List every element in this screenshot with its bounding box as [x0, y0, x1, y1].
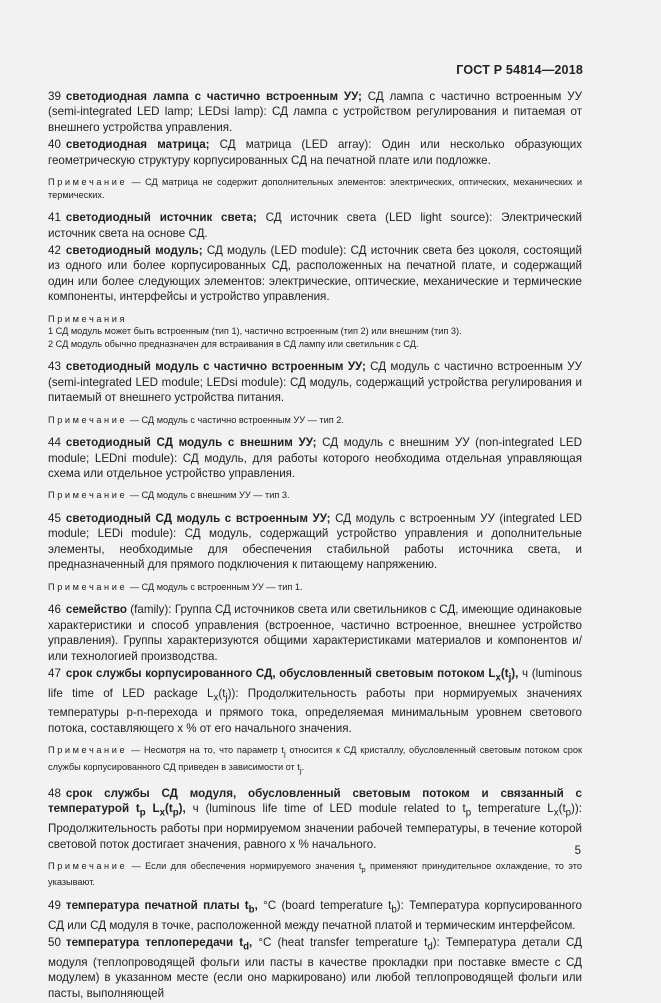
entry-term: светодиодный СД модуль с внешним УУ; — [65, 436, 317, 450]
entry-term: светодиодный источник света; — [65, 211, 257, 225]
entry-term: светодиодный СД модуль с встроенным УУ; — [65, 512, 331, 526]
note-label: Примечание — [48, 490, 128, 501]
term-entry-46 — [48, 602, 582, 664]
note-45 — [48, 581, 582, 594]
term-entry-50 — [48, 935, 582, 1001]
entry-term: температура теплопередачи $t_d$, — [65, 936, 253, 953]
note-text: — Несмотря на то, что параметр $t_j$ относится к СД кристаллу, обусловленный световым потоком срок службы корпусированного СД приведен в зависимости от $t_j$. — [48, 745, 582, 775]
entry-number: 48 — [48, 787, 61, 800]
entry-text: ч (luminous life time of LED module related to $t_p$ temperature $L_x(t_p)$): Продолжительность работы при нормируемом значении рабочей температуры, в течение которой световой поток достигает значения, равного x % начального. — [48, 802, 582, 851]
note-48 — [48, 860, 582, 889]
term-entry-44 — [48, 435, 582, 481]
note-47 — [48, 744, 582, 777]
entry-number: 46 — [48, 603, 61, 617]
entry-term: срок службы корпусированного СД, обусловленный световым потоком $L_x(t_j)$, — [65, 666, 519, 684]
notes-label: Примечания — [48, 313, 128, 324]
entry-number: 45 — [48, 512, 61, 526]
note-label: Примечание — [48, 745, 128, 756]
entry-number: 39 — [48, 90, 61, 103]
term-entry-41 — [48, 210, 582, 241]
entry-number: 40 — [48, 138, 61, 152]
entry-number: 43 — [48, 360, 61, 374]
standard-header: ГОСТ Р 54814—2018 — [456, 63, 583, 77]
entry-term: светодиодная матрица; — [65, 138, 210, 152]
term-entry-45 — [48, 511, 582, 573]
note-text: — СД модуль с встроенным УУ — тип 1. — [127, 581, 303, 592]
term-entry-40 — [48, 137, 582, 168]
note-text: — Если для обеспечения нормируемого значения $t_p$ применяют принудительное охлаждение, то это указывают. — [48, 860, 582, 888]
note-text: — СД модуль с частично встроенным УУ — тип 2. — [127, 414, 344, 425]
note-40 — [48, 176, 582, 201]
note-item: 1 СД модуль может быть встроенным (тип 1), частично встроенным (тип 2) или внешним (тип 3). — [48, 326, 462, 337]
note-43 — [48, 414, 582, 427]
entry-term: температура печатной платы $t_b$, — [65, 898, 258, 916]
note-item: 2 СД модуль обычно предназначен для встраивания в СД лампу или светильник с СД. — [48, 338, 419, 349]
entry-text: °C (board temperature $t_b$): Температура корпусированного СД или СД модуля в точке, расположенной между печатной платой и термическим интерфейсом. — [48, 898, 582, 932]
entry-text: СД лампа с частично встроенным УУ (semi-integrated LED lamp; LEDsi lamp): СД лампа с устройством регулирования и питаемая от внешнего устройства управления. — [48, 90, 582, 134]
notes-42 — [48, 313, 582, 351]
note-text: — СД модуль с внешним УУ — тип 3. — [127, 490, 290, 501]
entry-term: светодиодный модуль с частично встроенным УУ; — [65, 360, 366, 374]
entry-text: (family): Группа СД источников света или светильников с СД, имеющие одинаковые характеристики и способ управления (встроенное, частично встроенное, внешнее устройство управления). Группы характеризуются общими характеристиками материалов и компонентов и/или технологией производства. — [48, 603, 582, 663]
entry-text: СД модуль с внешним УУ (non-integrated LED module; LEDni module): СД модуль, для работы которого необходима отдельная управляющая схема или отдельное устройство управления. — [48, 436, 582, 481]
entry-number: 44 — [48, 436, 61, 450]
entry-text: СД матрица (LED array): Один или несколько образующих геометрическую структуру корпусированных СД на печатной плате или подложке. — [48, 138, 582, 167]
note-label: Примечание — [48, 581, 128, 592]
entry-text: СД источник света (LED light source): Электрический источник света на основе СД. — [48, 211, 583, 240]
entry-text: СД модуль (LED module): СД источник света без цоколя, состоящий из одного или более корпусированных СД, расположенных на печатной плате, и содержащий один или более следующих элементов: электрические, оптические, механические и термические компоненты, интерфейсы и устройство управления. — [48, 244, 583, 304]
note-44 — [48, 489, 582, 502]
entry-term: светодиодная лампа с частично встроенным УУ; — [65, 90, 362, 103]
note-label: Примечание — [48, 860, 128, 871]
term-entry-48 — [48, 786, 582, 852]
entry-number: 42 — [48, 244, 61, 258]
entry-number: 41 — [48, 211, 61, 225]
entry-number: 47 — [48, 666, 61, 680]
entry-text: ч (luminous life time of LED package $L_x(t_j)$): Продолжительность работы при нормируемых значениях температуры p-n-перехода и прямого тока, определяемая минимальным уровнем светового потока, составляющего x % от его начального значения. — [48, 666, 582, 735]
entry-number: 50 — [48, 936, 61, 950]
page-number: 5 — [574, 845, 581, 857]
entry-text: СД модуль с частично встроенным УУ (semi-integrated LED module; LEDsi module): СД модуль, содержащий устройства регулирования и питаемый от внешнего устройства питания. — [48, 360, 582, 405]
term-entry-49 — [48, 898, 582, 933]
entry-term: светодиодный модуль; — [65, 244, 203, 258]
entry-text: СД модуль с встроенным УУ (integrated LED module; LEDi module): СД модуль, содержащий устройство управления и дополнительные элементы, необходимые для обеспечения стабильной работы источника света, и предназначенный для прямого подключения к питающему напряжению. — [48, 512, 582, 572]
note-text: — СД матрица не содержит дополнительных элементов: электрических, оптических, механических и термических. — [48, 177, 582, 200]
entry-term: срок службы СД модуля, обусловленный световым потоком и связанный с температурой $t_p$ $L_x(t_p)$, — [48, 787, 582, 819]
term-entry-39 — [48, 89, 582, 135]
document-body — [48, 89, 582, 1003]
entry-number: 49 — [48, 898, 61, 912]
note-label: Примечание — [48, 177, 128, 188]
note-label: Примечание — [48, 414, 128, 425]
entry-text: °C (heat transfer temperature $t_d$): Температура детали СД модуля (теплопроводящей фольги или пасты в качестве прокладки при поставке вместе с СД модулем) в указанном месте (если оно маркировано) или любой теплопроводящей фольги или пасты, выполняющей — [48, 936, 583, 1000]
term-entry-47 — [48, 666, 582, 736]
term-entry-43 — [48, 359, 582, 405]
term-entry-42 — [48, 243, 582, 305]
entry-term: семейство — [65, 603, 127, 617]
